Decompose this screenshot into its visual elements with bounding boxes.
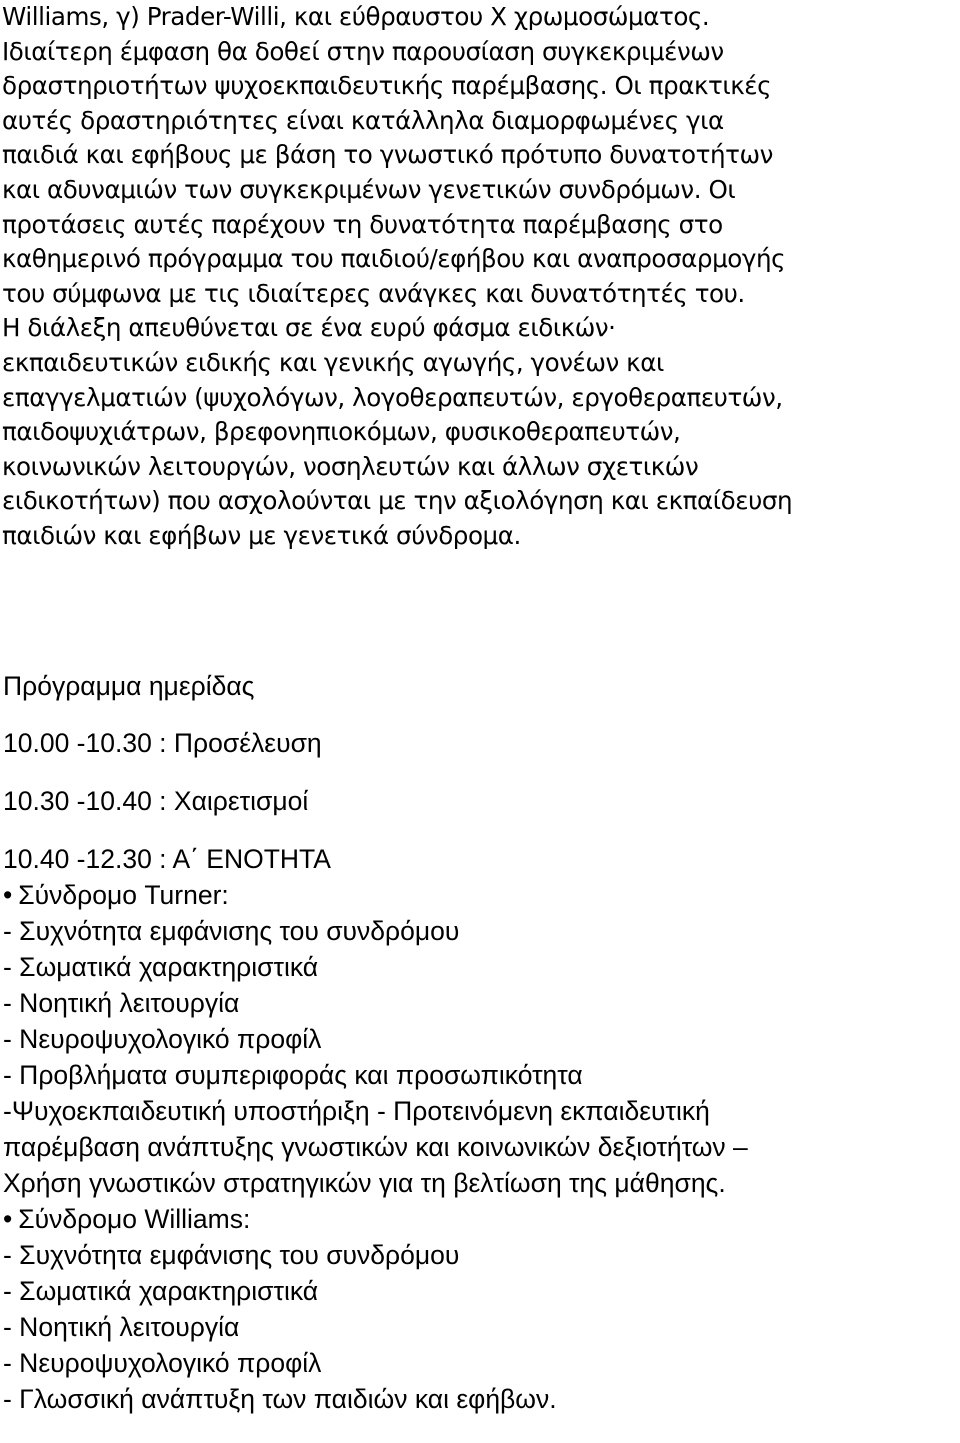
- intro-line: του σύμφωνα με τις ιδιαίτερες ανάγκες και δυνατότητές του.: [2, 278, 745, 308]
- intro-line: αυτές δραστηριότητες είναι κατάλληλα διαμορφωμένες για: [2, 105, 724, 135]
- intro-line: και αδυναμιών των συγκεκριμένων γενετικών συνδρόμων. Οι: [2, 174, 736, 204]
- intro-paragraph: [2, 0, 960, 554]
- turner-item: - Προβλήματα συμπεριφοράς και προσωπικότητα: [3, 1060, 583, 1090]
- williams-item: - Νευροψυχολογικό προφίλ: [3, 1348, 322, 1378]
- intro-line: ειδικοτήτων) που ασχολούνται με την αξιολόγηση και εκπαίδευση: [2, 486, 793, 516]
- schedule-slot-unit-a: 10.40 -12.30 : Α΄ ΕΝΟΤΗΤΑ: [3, 844, 331, 874]
- williams-heading: [3, 1201, 958, 1237]
- intro-line: Η διάλεξη απευθύνεται σε ένα ευρύ φάσμα ειδικών·: [2, 313, 616, 343]
- williams-section: [3, 1201, 958, 1417]
- turner-item: - Σωματικά χαρακτηριστικά: [3, 952, 319, 982]
- turner-heading: [3, 877, 958, 913]
- turner-heading-text: Σύνδρομο Turner:: [18, 880, 229, 910]
- bullet-icon: •: [3, 880, 13, 910]
- intro-line: παιδιών και εφήβων με γενετικά σύνδρομα.: [2, 520, 521, 550]
- intro-line: καθημερινό πρόγραμμα του παιδιού/εφήβου και αναπροσαρμογής: [2, 244, 786, 274]
- turner-item: παρέμβαση ανάπτυξης γνωστικών και κοινωνικών δεξιοτήτων –: [3, 1132, 748, 1162]
- turner-item: - Νοητική λειτουργία: [3, 988, 240, 1018]
- program-title: Πρόγραμμα ημερίδας: [3, 671, 255, 701]
- intro-line: προτάσεις αυτές παρέχουν τη δυνατότητα παρέμβασης στο: [2, 209, 723, 239]
- turner-item: -Ψυχοεκπαιδευτική υποστήριξη - Προτεινόμενη εκπαιδευτική: [3, 1096, 710, 1126]
- schedule-slot-arrival: 10.00 -10.30 : Προσέλευση: [3, 728, 322, 758]
- turner-item: - Νευροψυχολογικό προφίλ: [3, 1024, 322, 1054]
- turner-item: - Συχνότητα εμφάνισης του συνδρόμου: [3, 916, 460, 946]
- schedule-slot-greetings: 10.30 -10.40 : Χαιρετισμοί: [3, 786, 309, 816]
- williams-item: - Συχνότητα εμφάνισης του συνδρόμου: [3, 1240, 460, 1270]
- williams-heading-text: Σύνδρομο Williams:: [18, 1204, 251, 1234]
- intro-line: Williams, γ) Prader-Willi, και εύθραυστου Χ χρωμοσώματος.: [2, 2, 710, 31]
- intro-line: επαγγελματιών (ψυχολόγων, λογοθεραπευτών, εργοθεραπευτών,: [2, 382, 783, 412]
- turner-section: [3, 877, 958, 1201]
- bullet-icon: •: [3, 1204, 13, 1234]
- williams-item: - Νοητική λειτουργία: [3, 1312, 240, 1342]
- intro-line: παιδιά και εφήβους με βάση το γνωστικό πρότυπο δυνατοτήτων: [2, 140, 773, 170]
- williams-item: - Γλωσσική ανάπτυξη των παιδιών και εφήβων.: [3, 1384, 557, 1414]
- turner-item: Χρήση γνωστικών στρατηγικών για τη βελτίωση της μάθησης.: [3, 1168, 726, 1198]
- intro-line: εκπαιδευτικών ειδικής και γενικής αγωγής, γονέων και: [2, 347, 664, 377]
- williams-item: - Σωματικά χαρακτηριστικά: [3, 1276, 319, 1306]
- intro-line: κοινωνικών λειτουργών, νοσηλευτών και άλλων σχετικών: [2, 451, 699, 481]
- program-section: [3, 668, 958, 1417]
- intro-line: δραστηριοτήτων ψυχοεκπαιδευτικής παρέμβασης. Οι πρακτικές: [2, 71, 772, 101]
- intro-line: Ιδιαίτερη έμφαση θα δοθεί στην παρουσίαση συγκεκριμένων: [2, 36, 724, 66]
- intro-line: παιδοψυχιάτρων, βρεφονηπιοκόμων, φυσικοθεραπευτών,: [2, 417, 681, 447]
